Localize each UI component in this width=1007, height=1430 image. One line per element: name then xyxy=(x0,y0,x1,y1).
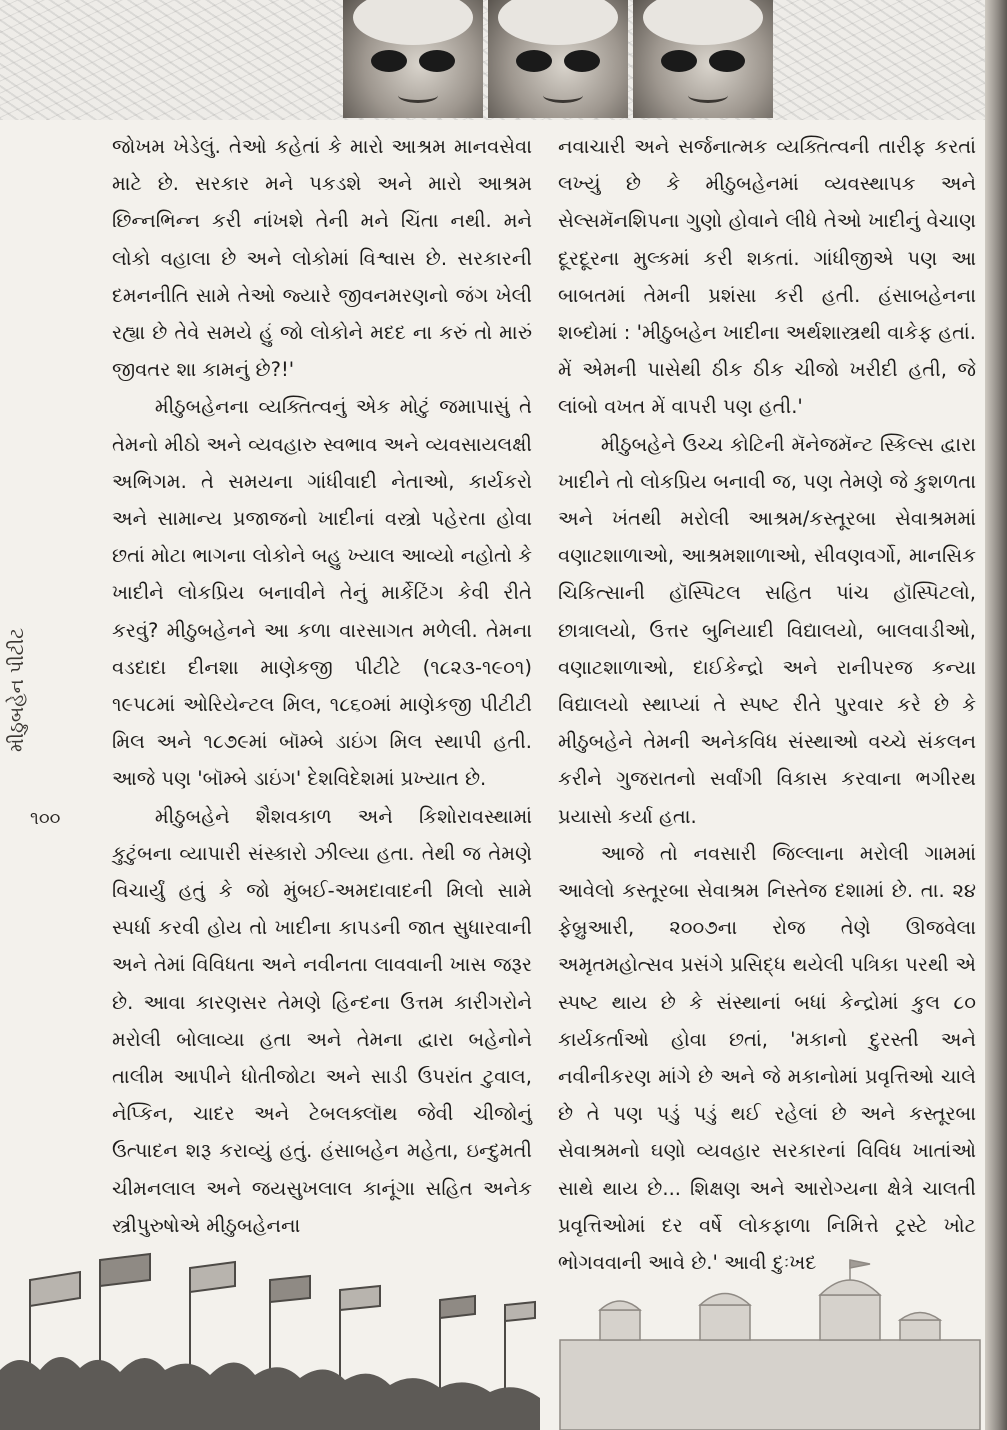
bottom-illustration xyxy=(0,1250,985,1430)
paragraph: આજે તો નવસારી જિલ્લાના મરોલી ગામમાં આવેલો કસ્તૂરબા સેવાશ્રમ નિસ્તેજ દશામાં છે. તા. ૨૪ ફેબ્રુઆરી, ૨૦૦૭ના રોજ તેણે ઊજવેલા અમૃતમહોત્સવ પ્રસંગે પ્રસિદ્ધ થયેલી પત્રિકા પરથી એ સ્પષ્ટ થાય છે કે સંસ્થાનાં બધાં કેન્દ્રોમાં કુલ ૮૦ કાર્યકર્તાઓ હોવા છતાં, 'મકાનો દુરસ્તી અને નવીનીકરણ માંગે છે અને જે મકાનોમાં પ્રવૃત્તિઓ ચાલે છે તે પણ પડું પડું થઈ રહેલાં છે અને કસ્તૂરબા સેવાશ્રમનો ઘણો વ્યવહાર સરકારનાં વિવિધ ખાતાંઓ સાથે થાય છે... શિક્ષણ અને આરોગ્યના ક્ષેત્રે ચાલતી પ્રવૃત્તિઓમાં દર વર્ષે લોકફાળા નિમિત્તે ટ્રસ્ટે ખોટ ભોગવવાની આવે છે.' આવી દુઃખદ xyxy=(558,841,976,1275)
left-text-column xyxy=(112,128,532,1244)
page-number: ૧૦૦ xyxy=(30,808,61,829)
paragraph: મીઠુબહેનના વ્યક્તિત્વનું એક મોટું જમાપાસું તે તેમનો મીઠો અને વ્યવહારુ સ્વભાવ અને વ્યવસાયલક્ષી અભિગમ. તે સમયના ગાંધીવાદી નેતાઓ, કાર્યકરો અને સામાન્ય પ્રજાજનો ખાદીનાં વસ્ત્રો પહેરતા હોવા છતાં મોટા ભાગના લોકોને બહુ ખ્યાલ આવ્યો નહોતો કે ખાદીને લોકપ્રિય બનાવીને તેનું માર્કેટિંગ કેવી રીતે કરવું? મીઠુબહેનને આ કળા વારસાગત મળેલી. તેમના વડદાદા દીનશા માણેકજી પીટીટે (૧૮૨૩-૧૯૦૧) ૧૯૫૮માં ઓરિયેન્ટલ મિલ, ૧૮૬૦માં માણેકજી પીટીટી મિલ અને ૧૮૭૯માં બૉમ્બે ડાઇંગ મિલ સ્થાપી હતી. આજે પણ 'બૉમ્બે ડાઇંગ' દેશવિદેશમાં પ્રખ્યાત છે. xyxy=(112,395,532,791)
marching-freedom-fighters-with-flags-icon xyxy=(0,1254,540,1430)
running-head: મીઠુબહેન પીટીટ xyxy=(6,627,28,753)
portrait-photo-1 xyxy=(343,0,483,118)
top-decorative-band xyxy=(0,0,985,120)
portrait-photo-2 xyxy=(488,0,628,118)
sunglasses-icon xyxy=(516,50,602,72)
paragraph: મીઠુબહેને ઉચ્ચ કોટિની મૅનેજમૅન્ટ સ્કિલ્સ દ્વારા ખાદીને તો લોકપ્રિય બનાવી જ, પણ તેમણે જે કુશળતા અને ખંતથી મરોલી આશ્રમ/કસ્તૂરબા સેવાશ્રમમાં વણાટશાળાઓ, આશ્રમશાળાઓ, સીવણવર્ગો, માનસિક ચિકિત્સાની હૉસ્પિટલ સહિત પાંચ હૉસ્પિટલો, છાત્રાલયો, ઉત્તર બુનિયાદી વિદ્યાલયો, બાલવાડીઓ, વણાટશાળાઓ, દાઈકેન્દ્રો અને રાનીપરજ કન્યા વિદ્યાલયો સ્થાપ્યાં તે સ્પષ્ટ રીતે પુરવાર કરે છે કે મીઠુબહેને તેમની અનેકવિધ સંસ્થાઓ વચ્ચે સંકલન કરીને ગુજરાતનો સર્વાંગી વિકાસ કરવાના ભગીરથ પ્રયાસો કર્યા હતા. xyxy=(558,432,976,828)
paragraph: નવાચારી અને સર્જનાત્મક વ્યક્તિત્વની તારીફ કરતાં લખ્યું છે કે મીઠુબહેનમાં વ્યવસ્થાપક અને સેલ્સમૅનશિપના ગુણો હોવાને લીધે તેઓ ખાદીનું વેચાણ દૂરદૂરના મુલ્કમાં કરી શકતાં. ગાંધીજીએ પણ આ બાબતમાં તેમની પ્રશંસા કરી હતી. હંસાબહેનના શબ્દોમાં : 'મીઠુબહેન ખાદીના અર્થશાસ્ત્રથી વાકેફ હતાં. મેં એમની પાસેથી ઠીક ઠીક ચીજો ખરીદી હતી, જે લાંબો વખત મેં વાપરી પણ હતી.' xyxy=(558,135,976,419)
right-text-column xyxy=(558,128,976,1281)
paragraph: મીઠુબહેને શૈશવકાળ અને કિશોરાવસ્થામાં કુટુંબના વ્યાપારી સંસ્કારો ઝીલ્યા હતા. તેથી જ તેમણે વિચાર્યું હતું કે જો મુંબઈ-અમદાવાદની મિલો સામે સ્પર્ધા કરવી હોય તો ખાદીના કાપડની જાત સુધારવાની અને તેમાં વિવિધતા અને નવીનતા લાવવાની ખાસ જરૂર છે. આવા કારણસર તેમણે હિન્દના ઉત્તમ કારીગરોને મરોલી બોલાવ્યા હતા અને તેમના દ્વારા બહેનોને તાલીમ આપીને ધોતીજોટા અને સાડી ઉપરાંત ટુવાલ, નેપ્કિન, ચાદર અને ટેબલક્લૉથ જેવી ચીજોનું ઉત્પાદન શરૂ કરાવ્યું હતું. હંસાબહેન મહેતા, ઇન્દુમતી ચીમનલાલ અને જયસુખલાલ કાનૂંગા સહિત અનેક સ્ત્રીપુરુષોએ મીઠુબહેનના xyxy=(112,804,532,1237)
sunglasses-icon xyxy=(661,50,747,72)
portrait-photo-3 xyxy=(633,0,773,118)
red-fort-illustration-icon xyxy=(560,1260,980,1430)
book-page-edge xyxy=(985,0,1007,1430)
paragraph: જોખમ ખેડેલું. તેઓ કહેતાં કે મારો આશ્રમ માનવસેવા માટે છે. સરકાર મને પકડશે અને મારો આશ્રમ છિન્નભિન્ન કરી નાંખશે તેની મને ચિંતા નથી. મને લોકો વહાલા છે અને લોકોમાં વિશ્વાસ છે. સરકારની દમનનીતિ સામે તેઓ જ્યારે જીવનમરણનો જંગ ખેલી રહ્યા છે તેવે સમયે હું જો લોકોને મદદ ના કરું તો મારું જીવતર શા કામનું છે?!' xyxy=(112,135,532,382)
sunglasses-icon xyxy=(371,50,457,72)
